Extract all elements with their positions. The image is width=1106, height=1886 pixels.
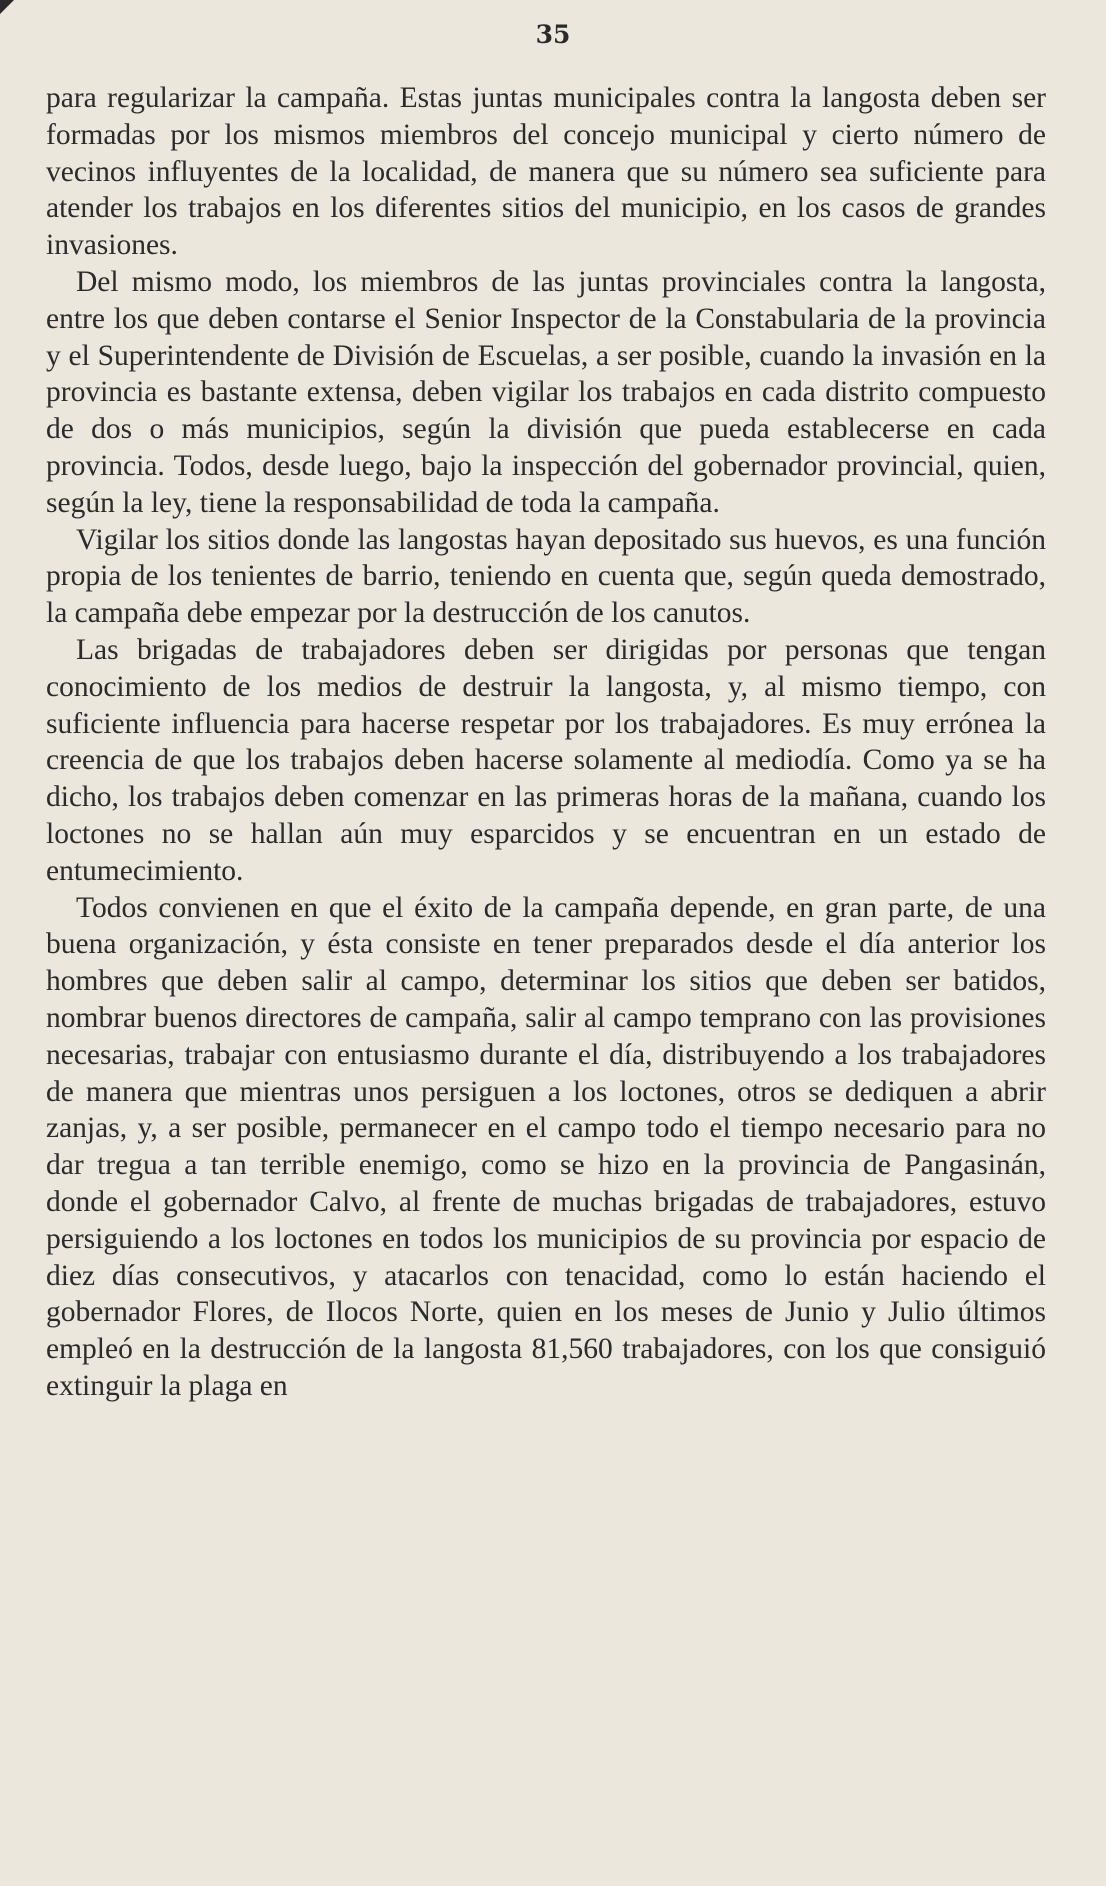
paragraph: Del mismo modo, los miembros de las juntas provinciales contra la langosta, entre los que deben contarse el Senior Inspector de la Constabularia de la provincia y el Superintendente de División de Escuelas, a ser posible, cuando la invasión en la provincia es bastante extensa, deben vigilar los trabajos en cada distrito compuesto de dos o más municipios, según la división que pueda establecerse en cada provincia. Todos, desde luego, bajo la inspección del gobernador provincial, quien, según la ley, tiene la responsabilidad de toda la campaña. (46, 265, 1046, 519)
paragraph-continued: para regularizar la campaña. Estas juntas municipales contra la langosta deben ser formadas por los mismos miembros del concejo municipal y cierto número de vecinos influyentes de la localidad, de manera que su número sea suficiente para atender los trabajos en los diferentes sitios del municipio, en los casos de grandes invasiones. (46, 82, 1046, 262)
paragraph: Vigilar los sitios donde las langostas hayan depositado sus huevos, es una función propia de los tenientes de barrio, teniendo en cuenta que, según queda demostrado, la campaña debe empezar por la destrucción de los canutos. (46, 523, 1046, 630)
page-number: 35 (535, 20, 571, 49)
paragraph: Todos convienen en que el éxito de la campaña depende, en gran parte, de una buena organización, y ésta consiste en tener preparados desde el día anterior los hombres que deben salir al campo, determinar los sitios que deben ser batidos, nombrar buenos directores de campaña, salir al campo temprano con las provisiones necesarias, trabajar con entusiasmo durante el día, distribuyendo a los trabajadores de manera que mientras unos persiguen a los loctones, otros se dediquen a abrir zanjas, y, a ser posible, permanecer en el campo todo el tiempo necesario para no dar tregua a tan terrible enemigo, como se hizo en la provincia de Pangasinán, donde el gobernador Calvo, al frente de muchas brigadas de trabajadores, estuvo persiguiendo a los loctones en todos los municipios de su provincia por espacio de diez días consecutivos, y atacarlos con tenacidad, como lo están haciendo el gobernador Flores, de Ilocos Norte, quien en los meses de Junio y Julio últimos empleó en la destrucción de la langosta 81,560 trabajadores, con los que consiguió extinguir la plaga en (46, 891, 1046, 1402)
scan-corner-shadow (0, 0, 14, 14)
page-body (46, 80, 1046, 1405)
paragraph: Las brigadas de trabajadores deben ser dirigidas por personas que tengan conocimiento de los medios de destruir la langosta, y, al mismo tiempo, con suficiente influencia para hacerse respetar por los trabajadores. Es muy errónea la creencia de que los trabajos deben hacerse solamente al mediodía. Como ya se ha dicho, los trabajos deben comenzar en las primeras horas de la mañana, cuando los loctones no se hallan aún muy esparcidos y se encuentran en un estado de entumecimiento. (46, 633, 1046, 887)
